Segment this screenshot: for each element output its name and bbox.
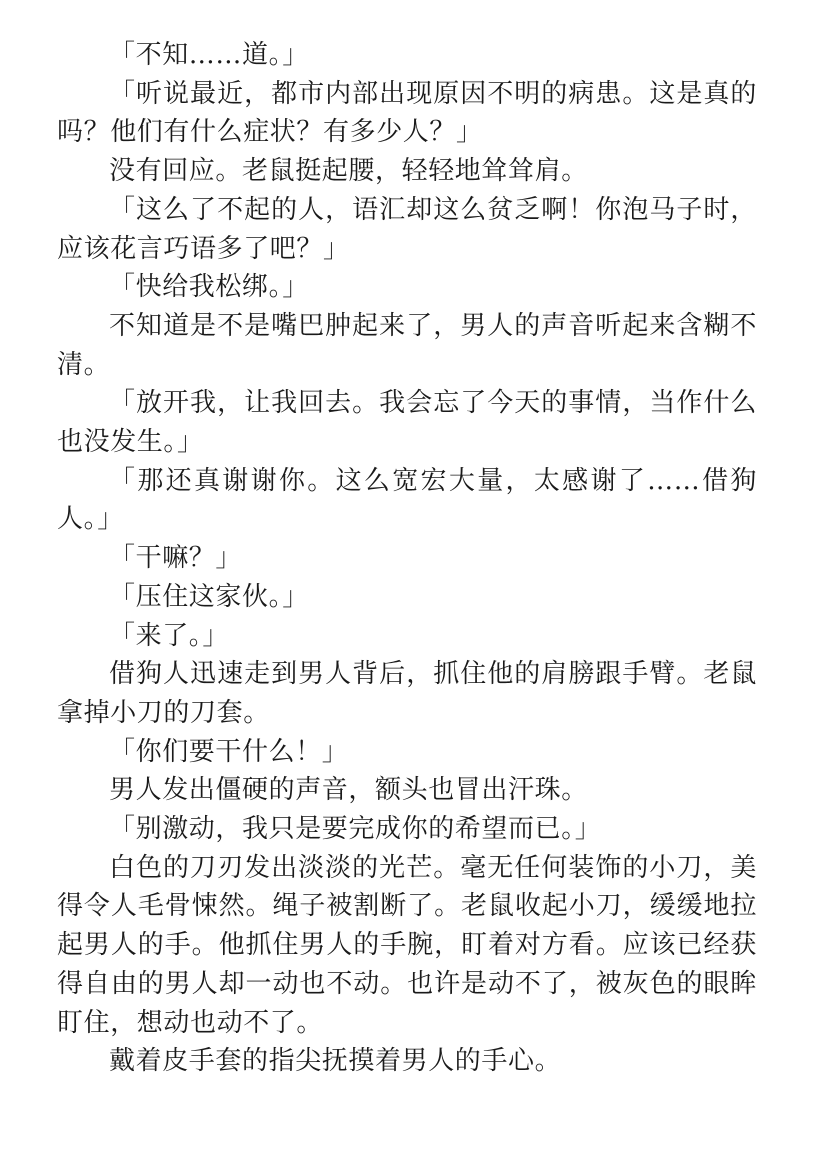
paragraph-10: 「压住这家伙。」 <box>109 581 309 612</box>
paragraph-17: 戴着皮手套的指尖抚摸着男人的手心。 <box>109 1046 562 1077</box>
paragraph-14: 男人发出僵硬的声音，额头也冒出汗珠。 <box>109 775 588 806</box>
paragraph-7: 「放开我，让我回去。我会忘了今天的事情，当作什么也没发生。」 <box>57 388 757 458</box>
paragraph-6: 不知道是不是嘴巴肿起来了，男人的声音听起来含糊不清。 <box>57 310 757 380</box>
paragraph-16: 白色的刀刃发出淡淡的光芒。毫无任何装饰的小刀，美得令人毛骨悚然。绳子被割断了。老鼠收起小刀，缓缓地拉起男人的手。他抓住男人的手腕，盯着对方看。应该已经获得自由的男人却一动也不动。也许是动不了，被灰色的眼眸盯住，想动也动不了。 <box>57 852 757 1038</box>
paragraph-12: 借狗人迅速走到男人背后，抓住他的肩膀跟手臂。老鼠拿掉小刀的刀套。 <box>57 659 757 728</box>
novel-page <box>57 36 757 1081</box>
paragraph-13: 「你们要干什么！」 <box>109 736 349 767</box>
paragraph-3: 没有回应。老鼠挺起腰，轻轻地耸耸肩。 <box>109 156 588 187</box>
paragraph-11: 「来了。」 <box>109 620 230 651</box>
paragraph-15: 「别激动，我只是要完成你的希望而已。」 <box>109 814 602 845</box>
paragraph-8: 「那还真谢谢你。这么宽宏大量，太感谢了……借狗人。」 <box>57 465 757 535</box>
paragraph-1: 「不知……道。」 <box>109 40 309 70</box>
paragraph-4: 「这么了不起的人，语汇却这么贫乏啊！你泡马子时，应该花言巧语多了吧？」 <box>57 194 757 264</box>
paragraph-2: 「听说最近，都市内部出现原因不明的病患。这是真的吗？他们有什么症状？有多少人？」 <box>57 78 757 148</box>
paragraph-5: 「快给我松绑。」 <box>109 272 309 303</box>
paragraph-9: 「干嘛？」 <box>109 543 243 574</box>
